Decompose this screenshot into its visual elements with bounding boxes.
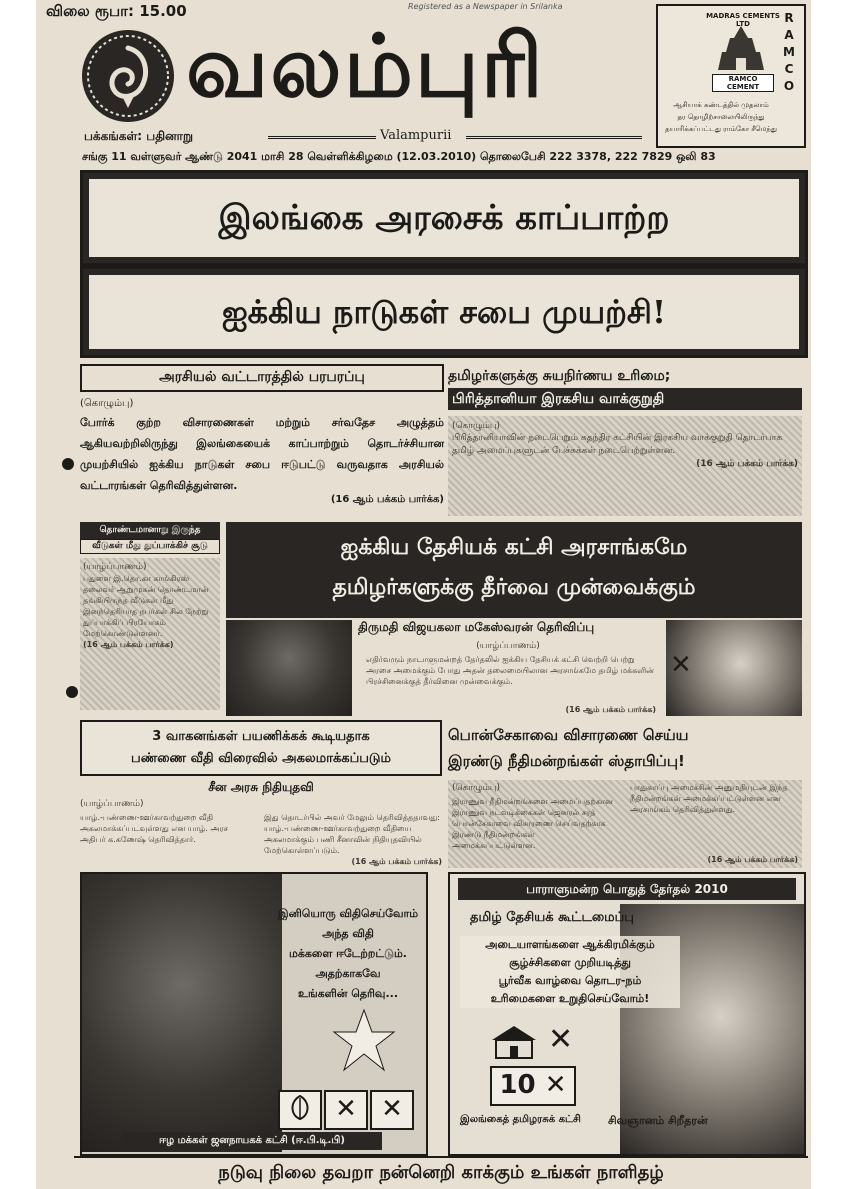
story-court-cont: (16 ஆம் பக்கம் பார்க்க)	[707, 855, 798, 864]
masthead-title: வலம்புரி	[186, 16, 545, 117]
epdp-line2: அந்த விதி	[322, 927, 374, 940]
tna-line4: உரிமைகளை உறுதிசெய்வோம்!	[490, 992, 650, 1005]
story-court	[448, 722, 802, 868]
dateline-bar: சங்கு 11 வள்ளுவர் ஆண்டு 2041 மாசி 28 வெள்ளிக்கிழமை (12.03.2010) தொலைபேசி 222 3378, 222 7829 ஒலி 83	[82, 150, 716, 163]
story-unp-cont: (16 ஆம் பக்கம் பார்க்க)	[565, 705, 656, 714]
story-road-body-right: இது தொடர்பில் அவர் மேலும் தெரிவித்ததாவது: யாழ்.-பண்ணை-ஊர்காவற்துறை வீதியை அகலமாக்கும் பணி சீனாவின் நிதியுதவியில் மேற்கொள்ளப்படும்.	[264, 813, 440, 855]
rule-left	[268, 136, 376, 139]
rule-right	[466, 136, 642, 139]
story-road-subtitle: சீன அரசு நிதியுதவி	[208, 780, 314, 794]
story-road-cont: (16 ஆம் பக்கம் பார்க்க)	[351, 857, 442, 866]
story-britain-cont: (16 ஆம் பக்கம் பார்க்க)	[696, 459, 798, 469]
tna-number: 10	[499, 1070, 536, 1100]
registered-note: Registered as a Newspaper in Srilanka	[408, 2, 563, 11]
latin-title: Valampurii	[380, 128, 452, 143]
conch-logo-icon	[82, 30, 174, 122]
tna-line2: சூழ்ச்சிகளை முறியடித்து	[509, 956, 631, 969]
headline-line2-box	[80, 266, 808, 358]
story-court-title2: இரண்டு நீதிமன்றங்கள் ஸ்தாபிப்பு!	[448, 752, 685, 770]
story-un-cont: (16 ஆம் பக்கம் பார்க்க)	[330, 494, 444, 505]
story-road-body-left: யாழ்.-பண்ணை-ஊர்காவற்துறை வீதி அகலமாக்கப்படவுள்ளது என யாழ். அரச அதிபர் க.கணேஷ் தெரிவித்தார்.	[80, 813, 228, 844]
footer-motto: நடுவு நிலை தவறா நன்னெறி காக்கும் உங்கள் நாளிதழ்	[74, 1156, 808, 1188]
company-name: MADRAS CEMENTS LTD	[706, 12, 780, 28]
star-icon	[332, 1008, 396, 1072]
story-britain-title1: தமிழர்களுக்கு சுயநிர்ணய உரிமை;	[448, 368, 671, 384]
price-label: விலை ரூபா: 15.00	[46, 2, 187, 20]
leaf-symbol-icon	[278, 1090, 322, 1130]
story-court-body-left: இராணுவ நீதிமன்றங்களை அமைப்பதற்கான இராணுவ நடவடிக்கைகள் ஜெனரல் சரத் பொன்சேகாவை விசாரணை செய்வதற்காக இரண்டு நீதிமன்றங்கள் அமைக்கப்பட்டுள்ளன.	[452, 797, 613, 850]
story-un-dateline: (கொழும்பு)	[80, 398, 134, 409]
story-unp-dateline: (யாழ்ப்பாணம்)	[476, 641, 540, 651]
story-shooting	[80, 522, 220, 712]
temple-icon	[714, 24, 768, 72]
photo-epdp-leader	[82, 874, 282, 1152]
tna-line1: அடையாளங்களை ஆக்கிரமிக்கும்	[485, 938, 655, 951]
headline-line1: இலங்கை அரசைக் காப்பாற்ற	[89, 179, 799, 257]
headline-line2: ஐக்கிய நாடுகள் சபை முயற்சி!	[89, 275, 799, 349]
number-cross-box-icon: ✕	[370, 1090, 414, 1130]
epdp-ad	[80, 872, 428, 1156]
tna-candidate-name: சிவஞானம் சிறீதரன்	[608, 1114, 708, 1127]
tna-slogan	[460, 936, 680, 1008]
story-unp	[226, 522, 802, 716]
tna-line3: பூர்வீக வாழ்வை தொடர-நம்	[498, 974, 642, 987]
story-road-title-box	[80, 720, 442, 776]
tna-number-box	[490, 1066, 576, 1106]
ramco-vertical: RAMCO	[783, 11, 795, 93]
epdp-line1: இனியொரு விதிசெய்வோம்	[277, 907, 419, 920]
story-unp-subtitle: திருமதி விஜயகலா மகேஸ்வரன் தெரிவிப்பு	[358, 620, 595, 634]
newspaper-page	[36, 0, 811, 1189]
tna-banner: பாராளுமன்ற பொதுத் தேர்தல் 2010	[458, 878, 796, 900]
story-unp-title1: ஐக்கிய தேசியக் கட்சி அரசாங்கமே	[340, 535, 688, 560]
epdp-line3: மக்களை ஈடேற்றட்டும்.	[289, 947, 407, 960]
tna-party: இலங்கைத் தமிழரசுக் கட்சி	[460, 1114, 581, 1125]
vote-cross-box-icon: ✕	[324, 1090, 368, 1130]
story-road-title1: 3 வாகனங்கள் பயணிக்கக் கூடியதாக	[152, 729, 370, 744]
vote-cross-icon: ✕	[670, 650, 692, 680]
story-britain-dateline: (கொழும்பு)	[452, 421, 501, 431]
epdp-line4: அதற்காகவே	[315, 967, 381, 980]
story-britain-body: பிரித்தானியாவின் நடைபெறும் சுதந்திர கட்சியின் இரகசிய வாக்குறுதி தொடர்பாக தமிழ் அமைப்புகளுடன் பேச்சுக்கள் நடைபெற்றுள்ளன.	[452, 433, 783, 456]
story-britain-text-area	[448, 416, 802, 516]
story-unp-body: எதிர்வரும் நாடாளுமன்றத் தேர்தலில் ஐக்கிய தேசியக் கட்சி வெற்றி பெற்று அரசை அமைக்கும் போது அதன் தலைமையிலான அரசாங்கமே தமிழ் மக்களின் பிரச்சினைக்குத் தீர்வினை முன்வைக்கும்.	[366, 655, 654, 686]
ramco-line1: ஆசியாக் கண்டத்தில் முதலாம்	[673, 101, 769, 109]
epdp-party-name: ஈழ மக்கள் ஜனநாயகக் கட்சி (ஈ.பி.டி.பி)	[122, 1132, 382, 1150]
story-shooting-body: பதுளை இ.தொ.கா காங்கிரஸ் தலைவர் ஆறுமுகன் தொண்டமான் தங்கியிருந்த வீடுகள் மீது இனந்தெரியாத நபர்கள் சில நேற்று துப்பாக்கிப் பிரயோகம் மேற்கொண்டுள்ளனர்.	[83, 574, 209, 638]
story-court-title1: பொன்சேகாவை விசாரணை செய்ய	[448, 726, 689, 744]
page-count: பக்கங்கள்: பதினாறு	[84, 129, 193, 143]
headline-line1-box	[80, 170, 808, 266]
story-un-politics	[80, 364, 444, 518]
punch-hole-bottom	[66, 686, 78, 698]
tna-alliance: தமிழ் தேசியக் கூட்டமைப்பு	[470, 910, 634, 925]
story-road-dateline: (யாழ்ப்பாணம்)	[80, 799, 144, 809]
story-road-title2: பண்ணை வீதி விரைவில் அகலமாக்கப்படும்	[131, 751, 391, 766]
story-un-body: போர்க் குற்ற விசாரணைகள் மற்றும் சர்வதேச அழுத்தம் ஆகியவற்றிலிருந்து இலங்கையைக் காப்பாற்றும் தொடர்ச்சியான முயற்சியில் ஐக்கிய நாடுகள் சபை ஈடுபட்டு வருவதாக அரசியல் வட்டாரங்கள் தெரிவித்துள்ளன.	[80, 416, 444, 492]
epdp-line5: உங்களின் தெரிவு...	[297, 987, 398, 1000]
story-court-text-area	[448, 780, 802, 868]
story-shooting-text-area	[80, 558, 220, 710]
story-road	[80, 720, 442, 868]
ramco-line2: தர தொழிற்சாலையிலிருந்து	[677, 113, 765, 121]
story-britain	[448, 366, 802, 516]
ramco-line3: தயாரிக்கப்பட்டது ராம்கோ சீமெந்து	[665, 125, 777, 133]
photo-vijayakala	[226, 620, 352, 716]
story-un-title: அரசியல் வட்டாரத்தில் பரபரப்பு	[80, 364, 444, 392]
tna-cross-icon: ✕	[548, 1022, 574, 1057]
story-shooting-dateline: (யாழ்ப்பாணம்)	[83, 562, 147, 572]
story-court-body-right: பாதுகாப்பு அமைச்சின் அனுமதியுடன் இந்த நீதிமன்றங்கள் அமைக்கப்பட்டுள்ளன என அரசாங்கம் தெரிவித்துள்ளது.	[630, 783, 788, 814]
tna-ad	[448, 872, 806, 1156]
photo-candidate	[666, 620, 802, 716]
story-britain-title2: பிரித்தானியா இரகசிய வாக்குறுதி	[448, 388, 802, 410]
ramco-ad	[656, 4, 806, 148]
story-shooting-title2: வீடுகள் மீது துப்பாக்கிச் சூடு	[80, 539, 220, 554]
story-shooting-title1: தொண்டமானாறு இருந்த	[80, 522, 220, 539]
ramco-brand: RAMCO CEMENT	[712, 74, 774, 92]
story-unp-title2: தமிழர்களுக்கு தீர்வை முன்வைக்கும்	[332, 575, 696, 600]
story-unp-title-box	[226, 522, 802, 618]
house-symbol-icon	[490, 1024, 538, 1060]
punch-hole-top	[62, 458, 74, 470]
story-court-dateline: (கொழும்பு)	[452, 783, 501, 793]
tna-number-cross-icon: ✕	[544, 1070, 567, 1100]
epdp-slogan	[272, 904, 424, 1004]
story-shooting-cont: (16 ஆம் பக்கம் பார்க்க)	[83, 640, 174, 649]
